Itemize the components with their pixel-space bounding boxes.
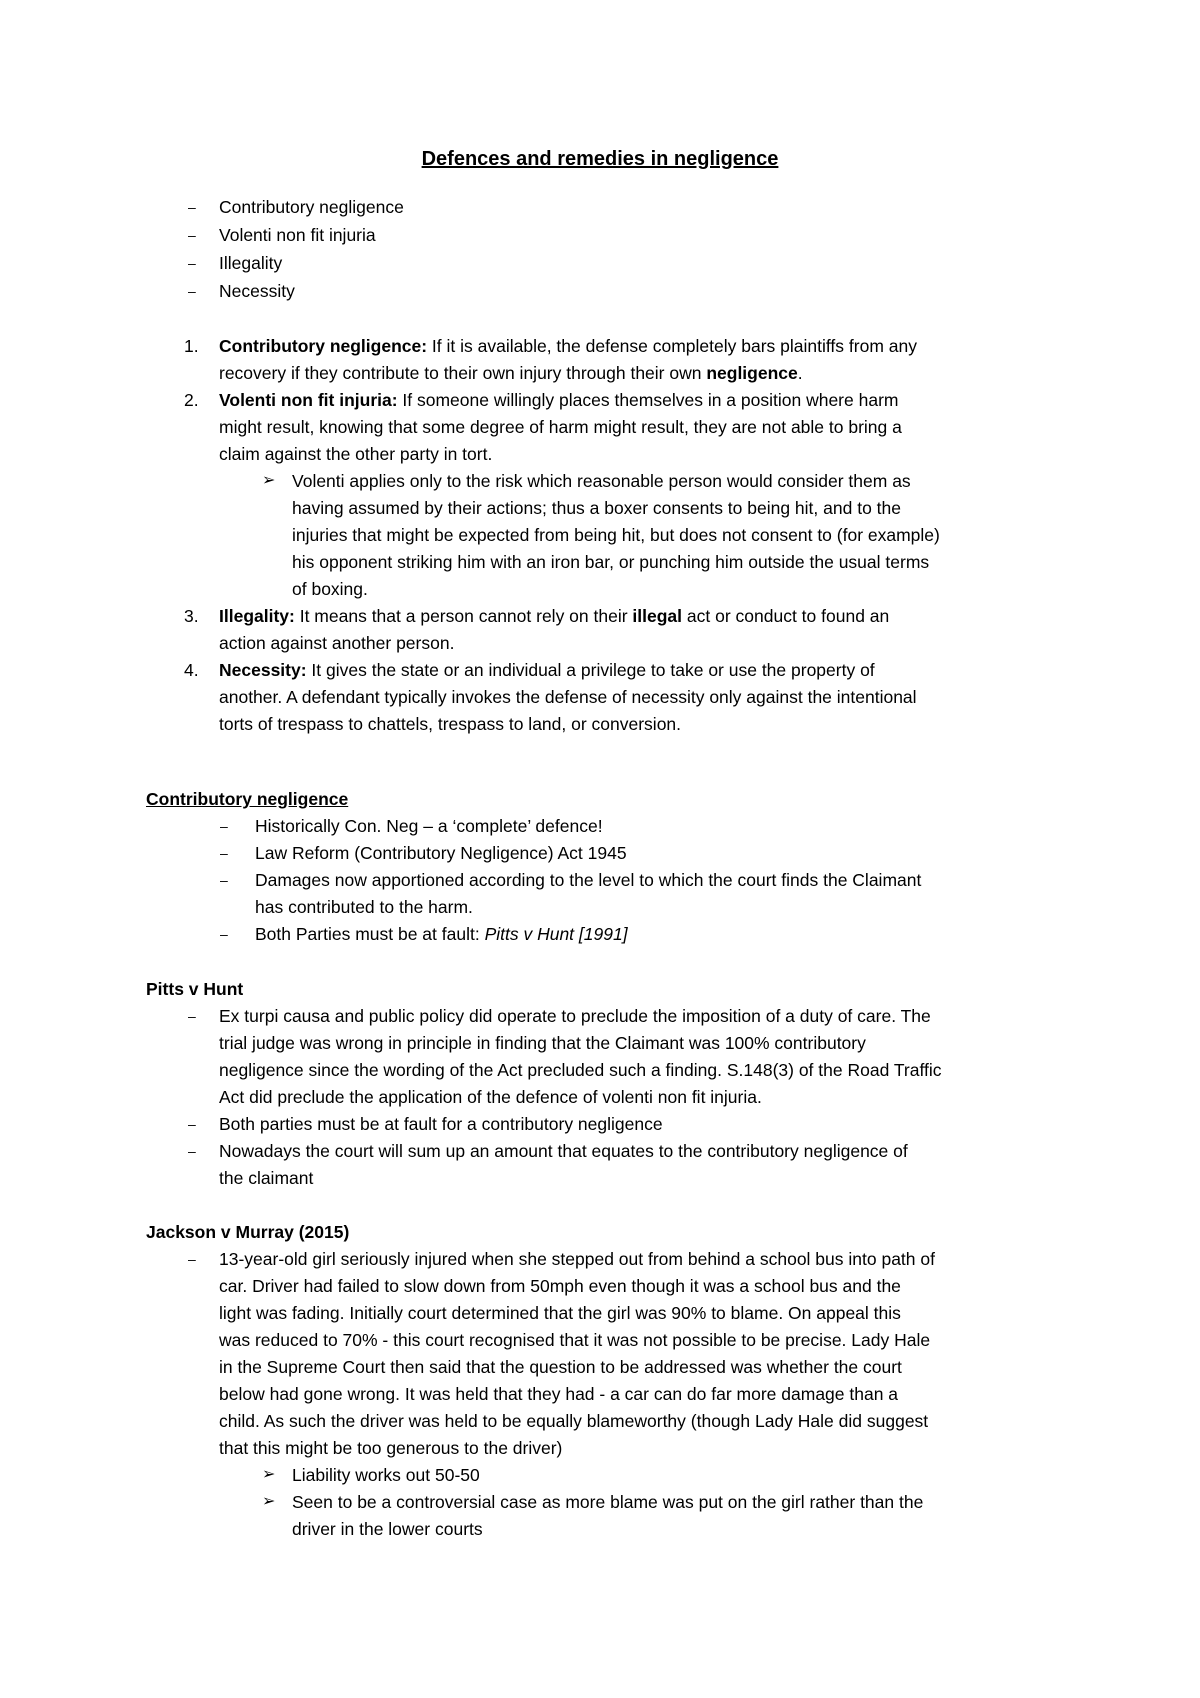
sub-item-text: of boxing. bbox=[292, 579, 368, 599]
dash-bullet: – bbox=[220, 872, 228, 888]
list-item bbox=[255, 923, 628, 945]
section-heading: Jackson v Murray (2015) bbox=[146, 1222, 350, 1242]
section-heading: Pitts v Hunt bbox=[146, 979, 244, 999]
page-title: Defences and remedies in negligence bbox=[421, 148, 779, 170]
sub-item-text: injuries that might be expected from being hit, but does not consent to (for example) bbox=[292, 525, 940, 545]
list-item: car. Driver had failed to slow down from 50mph even though it was a school bus and the bbox=[219, 1276, 901, 1296]
list-item: below had gone wrong. It was held that they had - a car can do far more damage than a bbox=[219, 1384, 899, 1404]
section-heading: Contributory negligence bbox=[146, 789, 349, 809]
sub-item-text: Liability works out 50-50 bbox=[292, 1465, 480, 1485]
list-item: negligence since the wording of the Act precluded such a finding. S.148(3) of the Road Traffic bbox=[219, 1060, 942, 1080]
list-item: that this might be too generous to the driver) bbox=[219, 1438, 563, 1458]
list-item: Law Reform (Contributory Negligence) Act 1945 bbox=[255, 843, 627, 863]
list-item: was reduced to 70% - this court recognised that it was not possible to be precise. Lady Hale bbox=[219, 1330, 931, 1350]
sub-item-text: Seen to be a controversial case as more blame was put on the girl rather than the bbox=[292, 1492, 924, 1512]
list-item-text: action against another person. bbox=[219, 633, 455, 653]
item-label: Necessity: bbox=[219, 660, 307, 680]
dash-bullet: – bbox=[220, 845, 228, 861]
dash-bullet: – bbox=[188, 255, 196, 271]
sub-item-text: Volenti applies only to the risk which reasonable person would consider them as bbox=[292, 471, 911, 491]
list-item-text bbox=[219, 605, 889, 627]
dash-bullet: – bbox=[220, 818, 228, 834]
dash-bullet: – bbox=[188, 227, 196, 243]
item-number: 1. bbox=[184, 336, 199, 356]
item-label: Volenti non fit injuria: bbox=[219, 390, 398, 410]
text-span: If someone willingly places themselves in a position where harm bbox=[397, 390, 899, 410]
list-item: child. As such the driver was held to be equally blameworthy (though Lady Hale did suggest bbox=[219, 1411, 929, 1431]
item-number: 3. bbox=[184, 606, 199, 626]
text-span: recovery if they contribute to their own injury through their own bbox=[219, 363, 707, 383]
arrow-bullet-icon: ➢ bbox=[262, 472, 276, 489]
case-citation: Pitts v Hunt [1991] bbox=[484, 924, 628, 944]
list-item: Both parties must be at fault for a contributory negligence bbox=[219, 1114, 663, 1134]
dash-bullet: – bbox=[188, 1251, 196, 1267]
list-item-text bbox=[219, 659, 875, 681]
sub-item-text: his opponent striking him with an iron bar, or punching him outside the usual terms bbox=[292, 552, 930, 572]
list-item: Volenti non fit injuria bbox=[219, 225, 376, 245]
sub-item-text: having assumed by their actions; thus a boxer consents to being hit, and to the bbox=[292, 498, 901, 518]
list-item-text bbox=[219, 335, 917, 357]
bold-term: negligence bbox=[706, 363, 798, 383]
list-item: 13-year-old girl seriously injured when she stepped out from behind a school bus into path of bbox=[219, 1249, 935, 1269]
text-span: Both Parties must be at fault: bbox=[255, 924, 485, 944]
text-span: It means that a person cannot rely on their bbox=[294, 606, 633, 626]
list-item: has contributed to the harm. bbox=[255, 897, 473, 917]
list-item-text: another. A defendant typically invokes the defense of necessity only against the intentional bbox=[219, 687, 917, 707]
list-item: Damages now apportioned according to the level to which the court finds the Claimant bbox=[255, 870, 922, 890]
arrow-bullet-icon: ➢ bbox=[262, 1493, 276, 1510]
list-item: Nowadays the court will sum up an amount that equates to the contributory negligence of bbox=[219, 1141, 908, 1161]
list-item: Historically Con. Neg – a ‘complete’ defence! bbox=[255, 816, 603, 836]
dash-bullet: – bbox=[188, 199, 196, 215]
list-item: Illegality bbox=[219, 253, 283, 273]
list-item: Ex turpi causa and public policy did operate to preclude the imposition of a duty of care. The bbox=[219, 1006, 931, 1026]
bold-term: illegal bbox=[632, 606, 683, 626]
list-item-text: might result, knowing that some degree of harm might result, they are not able to bring a bbox=[219, 417, 902, 437]
dash-bullet: – bbox=[188, 283, 196, 299]
text-span: . bbox=[797, 363, 803, 383]
item-number: 2. bbox=[184, 390, 199, 410]
dash-bullet: – bbox=[188, 1008, 196, 1024]
list-item: Necessity bbox=[219, 281, 295, 301]
dash-bullet: – bbox=[220, 926, 228, 942]
list-item-text bbox=[219, 389, 898, 411]
dash-bullet: – bbox=[188, 1143, 196, 1159]
text-span: If it is available, the defense completely bars plaintiffs from any bbox=[427, 336, 917, 356]
sub-item-text: driver in the lower courts bbox=[292, 1519, 483, 1539]
list-item-text: torts of trespass to chattels, trespass to land, or conversion. bbox=[219, 714, 682, 734]
item-label: Contributory negligence: bbox=[219, 336, 428, 356]
list-item-text: claim against the other party in tort. bbox=[219, 444, 493, 464]
text-span: act or conduct to found an bbox=[682, 606, 890, 626]
item-number: 4. bbox=[184, 660, 199, 680]
list-item: Contributory negligence bbox=[219, 197, 404, 217]
list-item: in the Supreme Court then said that the question to be addressed was whether the court bbox=[219, 1357, 902, 1377]
dash-bullet: – bbox=[188, 1116, 196, 1132]
item-label: Illegality: bbox=[219, 606, 295, 626]
list-item: the claimant bbox=[219, 1168, 314, 1188]
arrow-bullet-icon: ➢ bbox=[262, 1466, 276, 1483]
text-span: It gives the state or an individual a privilege to take or use the property of bbox=[306, 660, 875, 680]
list-item: Act did preclude the application of the defence of volenti non fit injuria. bbox=[219, 1087, 762, 1107]
list-item: light was fading. Initially court determined that the girl was 90% to blame. On appeal this bbox=[219, 1303, 901, 1323]
list-item: trial judge was wrong in principle in finding that the Claimant was 100% contributory bbox=[219, 1033, 866, 1053]
list-item-text bbox=[219, 362, 803, 384]
